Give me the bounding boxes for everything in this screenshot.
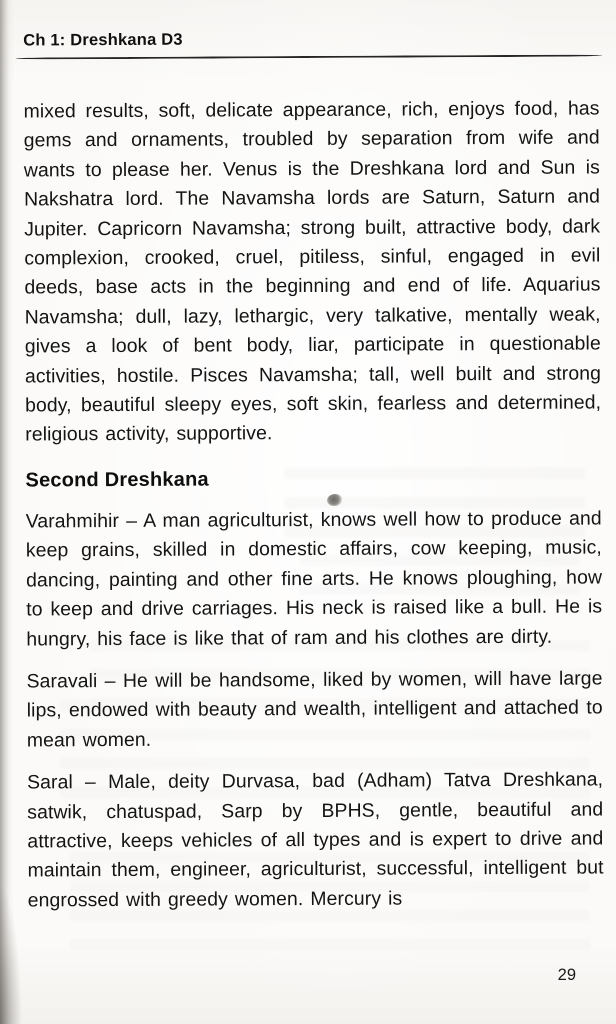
paragraph-first-dreshkana-results: mixed results, soft, delicate appearance, rich, enjoys food, has gems and ornaments, troubled by separation from wife and wants to please her. Venus is the Dreshkana lord and Sun is Nakshatra lord. The Navamsha lords are Saturn, Saturn and Jupiter. Capricorn Navamsha; strong built, attractive body, dark complexion, crooked, cruel, pitiless, sinful, engaged in evil deeds, base acts in the beginning and end of life. Aquarius Navamsha; dull, lazy, lethargic, very talkative, mentally weak, gives a look of bent body, liar, participate in questionable activities, hostile. Pisces Navamsha; tall, well built and strong body, beautiful sleepy eyes, soft skin, fearless and determined, religious activity, supportive. bbox=[23, 97, 602, 446]
paragraph-varahmihir: Varahmihir – A man agriculturist, knows well how to produce and keep grains, skilled in domestic affairs, cow keeping, music, dancing, painting and other fine arts. He knows ploughing, how to keep and drive carriages. His neck is raised like a bull. He is hungry, his face is like that of ram and his clothes are dirty. bbox=[25, 507, 603, 650]
paragraph-saral: Saral – Male, deity Durvasa, bad (Adham) Tatva Dreshkana, satwik, chatuspad, Sarp by BPHS, gentle, beautiful and attractive, keeps vehicles of all types and is expert to drive and maintain them, engineer, agriculturist, successful, intelligent but engrossed with greedy women. Mercury is bbox=[27, 768, 604, 912]
paragraph-saravali: Saravali – He will be handsome, liked by women, will have large lips, endowed with beauty and wealth, intelligent and attached to mean women. bbox=[26, 667, 603, 752]
header-rule bbox=[15, 54, 602, 59]
chapter-header: Ch 1: Dreshkana D3 bbox=[23, 30, 183, 50]
text-block bbox=[24, 94, 604, 915]
page-number: 29 bbox=[557, 966, 576, 984]
section-heading-second-dreshkana: Second Dreshkana bbox=[25, 468, 209, 492]
